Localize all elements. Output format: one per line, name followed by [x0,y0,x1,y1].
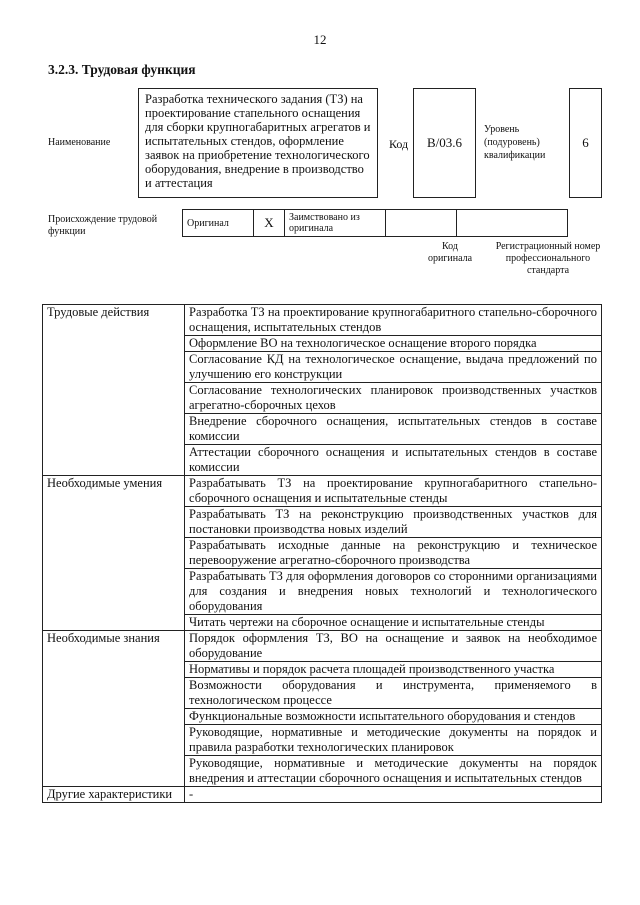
section-item: Оформление ВО на технологическое оснащение второго порядка [185,336,602,352]
section-item: Согласование технологических планировок производственных участков агрегатно-сборочных цехов [185,383,602,414]
section-item: Разрабатывать исходные данные на реконструкцию и техническое перевооружение агрегатно-сборочного производства [185,538,602,569]
function-code: В/03.6 [413,88,476,198]
section-item: Разрабатывать ТЗ на проектирование крупногабаритного стапельно-сборочного оснащения и испытательные стенды [185,476,602,507]
section-item: Разрабатывать ТЗ для оформления договоров со сторонними организациями для создания и внедрения новых технологий и технологического оборудования [185,569,602,615]
section-item: Разрабатывать ТЗ на реконструкцию производственных участков для постановки производства новых изделий [185,507,602,538]
section-item: Порядок оформления ТЗ, ВО на оснащение и заявок на необходимое оборудование [185,631,602,662]
section-item: Разработка ТЗ на проектирование крупногабаритного стапельно-сборочного оснащения, испытательных стендов [185,305,602,336]
section-item: Возможности оборудования и инструмента, применяемого в технологическом процессе [185,678,602,709]
section-item: Читать чертежи на сборочное оснащение и испытательные стенды [185,615,602,631]
level-label: Уровень (подуровень) квалификации [484,124,546,161]
table-row [43,631,602,662]
table-row [43,787,602,803]
section-item: Руководящие, нормативные и методические документы на порядок внедрения и аттестации сборочного оснащения и испытательных стендов [185,756,602,787]
borrowed-label: Заимствовано из оригинала [285,210,386,237]
qualification-level: 6 [569,88,602,198]
section-item: Внедрение сборочного оснащения, испытательных стендов в составе комиссии [185,414,602,445]
section-item: - [185,787,602,803]
section-item: Согласование КД на технологическое оснащение, выдача предложений по улучшению его конструкции [185,352,602,383]
original-code-cell [386,210,457,237]
name-label: Наименование [48,137,111,148]
original-code-caption: Код оригинала [427,241,473,264]
table-row [43,476,602,507]
function-details-table [42,304,602,803]
registration-number-cell [457,210,568,237]
section-item: Нормативы и порядок расчета площадей производственного участка [185,662,602,678]
original-label: Оригинал [183,210,254,237]
origin-table [182,209,568,237]
section-heading: Необходимые знания [43,631,185,787]
section-heading: Другие характеристики [43,787,185,803]
registration-number-caption: Регистрационный номер профессионального стандарта [495,241,601,276]
function-name: Разработка технического задания (ТЗ) на проектирование стапельного оснащения для сборки крупногабаритных агрегатов и испытательных стендов, оформление заявок на приобретение технологического оборудования, внедрение в производство и аттестация [138,88,378,198]
table-row [43,305,602,336]
page-number: 12 [313,32,327,47]
origin-label: Происхождение трудовой функции [48,214,158,237]
section-item: Руководящие, нормативные и методические документы на порядок и правила разработки технологических планировок [185,725,602,756]
section-heading: Необходимые умения [43,476,185,631]
section-item: Аттестации сборочного оснащения и испытательных стендов в составе комиссии [185,445,602,476]
section-title: 3.2.3. Трудовая функция [48,62,196,77]
section-item: Функциональные возможности испытательного оборудования и стендов [185,709,602,725]
code-label: Код [389,137,409,151]
original-mark: X [254,210,285,237]
section-heading: Трудовые действия [43,305,185,476]
